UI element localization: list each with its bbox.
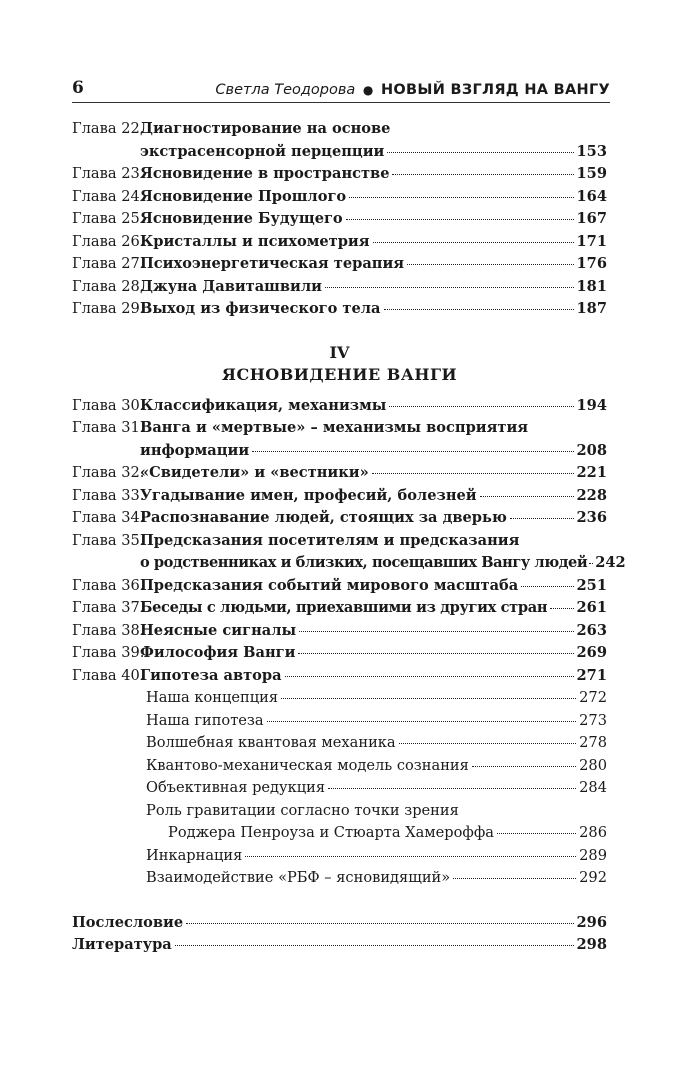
- chapter-title: Распознавание людей, стоящих за дверью: [140, 509, 507, 526]
- chapter-title: Диагностирование на основе: [140, 120, 391, 137]
- chapter-label: Глава 34.: [72, 509, 145, 526]
- toc-row: [72, 644, 607, 667]
- chapter-title: «Свидетели» и «вестники»: [140, 464, 369, 481]
- dot-leader: [252, 451, 573, 452]
- page-ref: 298: [576, 936, 607, 953]
- page-ref: 159: [576, 165, 607, 182]
- toc-row: [72, 120, 607, 143]
- dot-leader: [399, 743, 577, 744]
- page-ref: 273: [579, 711, 607, 729]
- page-ref: 208: [576, 441, 607, 459]
- toc-backmatter: [72, 914, 607, 959]
- toc-row: [72, 667, 607, 690]
- chapter-title: Неясные сигналы: [140, 621, 297, 639]
- subsection-title: Наша гипотеза: [146, 711, 264, 729]
- page-ref: 278: [579, 734, 607, 751]
- page-ref: 164: [576, 187, 607, 205]
- toc-subrow: [72, 757, 607, 780]
- dot-leader: [384, 309, 574, 310]
- chapter-title: Ванга и «мертвые» – механизмы восприятия: [140, 419, 529, 436]
- dot-leader: [392, 174, 573, 175]
- dot-leader: [267, 721, 577, 722]
- dot-leader: [453, 878, 576, 879]
- header-author: Светла Теодорова: [215, 82, 356, 98]
- page-ref: 263: [576, 621, 607, 639]
- toc-subrow: [72, 802, 607, 825]
- toc-row: [72, 464, 607, 487]
- chapter-label: Глава 31.: [72, 419, 145, 436]
- chapter-label: Глава 38.: [72, 621, 145, 639]
- dot-leader: [373, 242, 574, 243]
- toc-row: [72, 300, 607, 323]
- page-ref: 292: [579, 869, 607, 886]
- dot-leader: [510, 518, 574, 519]
- part-number: IV: [329, 342, 350, 362]
- chapter-title-cont: о родственниках и близких, посещавших Вангу людей: [140, 554, 588, 571]
- toc-row: [72, 487, 607, 510]
- page-ref: 272: [579, 689, 607, 706]
- chapter-label: Глава 23.: [72, 165, 145, 182]
- page-ref: 194: [576, 396, 607, 414]
- chapter-label: Глава 28.: [72, 277, 145, 295]
- chapter-title: Ясновидение Прошлого: [140, 187, 347, 205]
- chapter-label: Глава 39.: [72, 644, 145, 661]
- toc-row: [72, 532, 607, 555]
- chapter-label: Глава 35.: [72, 531, 145, 549]
- toc-subrow: [72, 712, 607, 735]
- bullet-icon: ●: [362, 83, 374, 97]
- dot-leader: [175, 945, 574, 946]
- chapter-title: Гипотеза автора: [140, 666, 282, 684]
- chapter-title: Угадывание имен, професий, болезней: [140, 486, 477, 504]
- subsection-title: Взаимодействие «РБФ – ясновидящий»: [146, 869, 451, 886]
- page-ref: 167: [576, 210, 607, 227]
- part-title: ЯСНОВИДЕНИЕ ВАНГИ: [221, 364, 458, 384]
- toc-row: [72, 255, 607, 278]
- page-ref: 286: [579, 824, 607, 841]
- chapter-title: Классификация, механизмы: [140, 396, 387, 414]
- page-ref: 284: [579, 779, 607, 796]
- chapter-title: Выход из физического тела: [140, 300, 381, 317]
- chapter-title: Джуна Давиташвили: [140, 277, 322, 295]
- chapter-label: Глава 22.: [72, 120, 145, 137]
- toc-section-2: [72, 396, 626, 892]
- dot-leader: [480, 496, 574, 497]
- dot-leader: [550, 608, 573, 609]
- page-ref: 289: [579, 846, 607, 864]
- chapter-title: Ясновидение в пространстве: [140, 165, 390, 182]
- part-heading: [72, 343, 607, 391]
- chapter-title-cont: информации: [140, 441, 250, 459]
- dot-leader: [298, 653, 573, 654]
- dot-leader: [281, 698, 576, 699]
- dot-leader: [372, 473, 574, 474]
- toc-row: [72, 188, 607, 211]
- chapter-title: Предсказания событий мирового масштаба: [140, 576, 519, 594]
- dot-leader: [299, 631, 573, 632]
- dot-leader: [328, 788, 576, 789]
- toc-subrow: [72, 734, 607, 757]
- subsection-title: Наша концепция: [146, 689, 279, 706]
- chapter-title: Ясновидение Будущего: [140, 210, 343, 227]
- chapter-title: Философия Ванги: [140, 644, 296, 661]
- toc-row: [72, 622, 607, 645]
- backmatter-title: Литература: [72, 936, 172, 953]
- page-ref: 271: [576, 666, 607, 684]
- subsection-title: Объективная редукция: [146, 779, 326, 796]
- subsection-title-cont: Роджера Пенроуза и Стюарта Хамероффа: [168, 824, 494, 841]
- chapter-label: Глава 32.: [72, 464, 145, 481]
- toc-row: [72, 143, 607, 166]
- page-ref: 171: [576, 232, 607, 250]
- chapter-title: Психоэнергетическая терапия: [140, 255, 405, 272]
- page-ref: 242: [595, 554, 626, 571]
- chapter-title: Беседы с людьми, приехавшими из других стран: [140, 599, 548, 616]
- page-ref: 280: [579, 756, 607, 774]
- page-ref: 228: [576, 486, 607, 504]
- subsection-title: Волшебная квантовая механика: [146, 734, 396, 751]
- toc-row: [72, 509, 607, 532]
- toc-row: [72, 278, 607, 301]
- dot-leader: [186, 923, 573, 924]
- toc-row: [72, 914, 607, 937]
- toc-row: [72, 419, 607, 442]
- chapter-title: Предсказания посетителям и предсказания: [140, 531, 520, 549]
- toc-subrow: [72, 824, 607, 847]
- page-ref: 221: [576, 464, 607, 481]
- page-ref: 236: [576, 509, 607, 526]
- chapter-label: Глава 40.: [72, 666, 145, 684]
- toc-row: [72, 233, 607, 256]
- dot-leader: [387, 152, 573, 153]
- dot-leader: [245, 856, 576, 857]
- chapter-label: Глава 36.: [72, 576, 145, 594]
- toc-row: [72, 210, 607, 233]
- backmatter-title: Послесловие: [72, 913, 184, 931]
- toc-section-1: [72, 120, 607, 323]
- dot-leader: [589, 563, 593, 564]
- subsection-title: Роль гравитации согласно точки зрения: [146, 801, 459, 819]
- chapter-label: Глава 27.: [72, 255, 145, 272]
- page-ref: 153: [576, 142, 607, 160]
- dot-leader: [325, 287, 574, 288]
- toc-subrow: [72, 779, 607, 802]
- dot-leader: [346, 219, 574, 220]
- chapter-label: Глава 29.: [72, 300, 145, 317]
- toc-subrow: [72, 689, 607, 712]
- chapter-label: Глава 24.: [72, 187, 145, 205]
- chapter-label: Глава 37.: [72, 599, 145, 616]
- dot-leader: [389, 406, 573, 407]
- page-ref: 261: [576, 599, 607, 616]
- subsection-title: Инкарнация: [146, 846, 243, 864]
- dot-leader: [407, 264, 573, 265]
- page-ref: 187: [576, 300, 607, 317]
- page-ref: 251: [576, 576, 607, 594]
- toc-subrow: [72, 847, 607, 870]
- toc-row: [72, 577, 607, 600]
- page-ref: 181: [576, 277, 607, 295]
- page-ref: 269: [576, 644, 607, 661]
- chapter-label: Глава 25.: [72, 210, 145, 227]
- dot-leader: [472, 766, 576, 767]
- toc-row: [72, 936, 607, 959]
- chapter-title-cont: экстрасенсорной перцепции: [140, 142, 385, 160]
- chapter-label: Глава 30.: [72, 396, 145, 414]
- toc-row: [72, 442, 607, 465]
- toc-row: [72, 165, 607, 188]
- page-ref: 296: [576, 913, 607, 931]
- toc-row: [72, 599, 607, 622]
- chapter-label: Глава 33.: [72, 486, 145, 504]
- running-header: [72, 68, 610, 103]
- dot-leader: [521, 586, 573, 587]
- running-title: [215, 82, 610, 98]
- page-ref: 176: [576, 255, 607, 272]
- toc-row: [72, 397, 607, 420]
- toc-row: [72, 554, 626, 577]
- chapter-label: Глава 26.: [72, 232, 145, 250]
- subsection-title: Квантово-механическая модель сознания: [146, 756, 469, 774]
- toc-subrow: [72, 869, 607, 892]
- dot-leader: [285, 676, 574, 677]
- dot-leader: [497, 833, 576, 834]
- page-number: 6: [72, 78, 84, 98]
- chapter-title: Кристаллы и психометрия: [140, 232, 370, 250]
- header-book-title: НОВЫЙ ВЗГЛЯД НА ВАНГУ: [380, 82, 610, 98]
- table-of-contents: [72, 120, 626, 959]
- dot-leader: [349, 197, 573, 198]
